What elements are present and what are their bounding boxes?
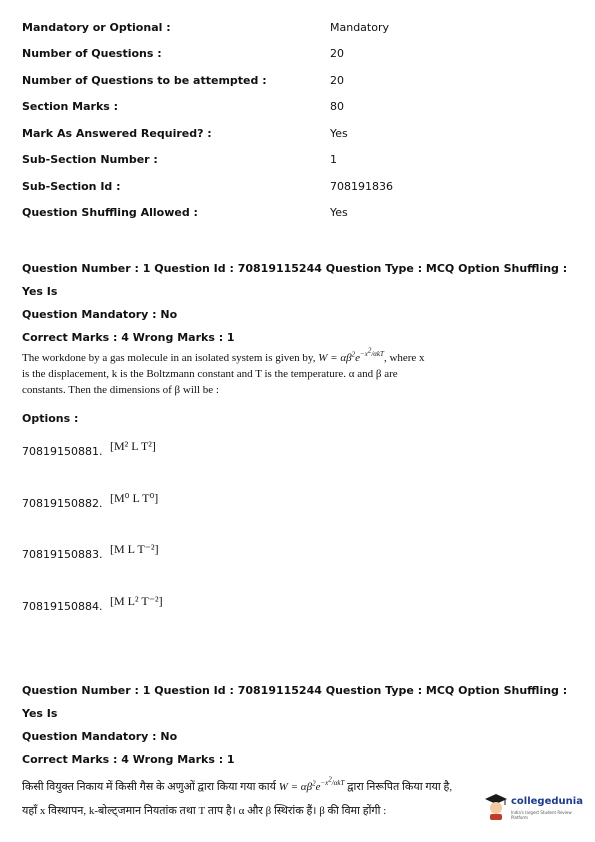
option-id: 70819150884. bbox=[22, 600, 103, 613]
meta-row bbox=[22, 47, 562, 63]
logo-name: collegedunia bbox=[511, 796, 583, 807]
option-value: [M L T⁻²] bbox=[109, 542, 159, 556]
question-text-segment: , where x bbox=[383, 351, 425, 364]
meta-row bbox=[22, 153, 562, 169]
question-header bbox=[22, 679, 582, 771]
option-id: 70819150882. bbox=[22, 497, 103, 510]
collegedunia-logo bbox=[484, 790, 584, 824]
option-row[interactable] bbox=[22, 542, 159, 562]
meta-row bbox=[22, 21, 562, 37]
option-row[interactable] bbox=[22, 439, 156, 459]
meta-label: Sub-Section Id : bbox=[22, 180, 121, 193]
question-text-line bbox=[22, 343, 462, 366]
meta-label: Mark As Answered Required? : bbox=[22, 127, 212, 140]
question-text-segment: किसी वियुक्त निकाय में किसी गैस के अणुओं द्वारा किया गया कार्य bbox=[22, 780, 276, 793]
question-marks: Correct Marks : 4 Wrong Marks : 1 bbox=[22, 753, 235, 766]
meta-value: Yes bbox=[330, 127, 348, 140]
option-id: 70819150881. bbox=[22, 445, 103, 458]
meta-value: 20 bbox=[330, 47, 344, 60]
question-text bbox=[22, 343, 462, 398]
option-value: [M⁰ L T⁰] bbox=[109, 491, 159, 505]
question-text-line: constants. Then the dimensions of β will be : bbox=[22, 383, 219, 396]
meta-value: Mandatory bbox=[330, 21, 390, 34]
question-marks: Correct Marks : 4 Wrong Marks : 1 bbox=[22, 331, 235, 344]
question-text-segment: The workdone by a gas molecule in an isolated system is given by, bbox=[22, 351, 316, 364]
option-value: [M² L T²] bbox=[109, 439, 156, 453]
question-header-line: Question Number : 1 Question Id : 70819115244 Question Type : MCQ Option Shuffling : Yes Is bbox=[22, 262, 568, 298]
meta-row bbox=[22, 127, 562, 143]
meta-value: 80 bbox=[330, 100, 344, 113]
graduate-mascot-icon bbox=[484, 792, 508, 820]
formula: $W = \alpha\beta^2e^{-x^2/\alpha kT}$ bbox=[278, 776, 345, 793]
formula: $W = \alpha\beta^2e^{-x^2/\alpha kT}$ bbox=[318, 347, 384, 364]
question-header-line: Question Mandatory : No bbox=[22, 308, 178, 321]
meta-value: 708191836 bbox=[330, 180, 393, 193]
question-text-line: यहाँ x विस्थापन, k-बोल्ट्जमान नियतांक तथा T ताप है। α और β स्थिरांक हैं। β की विमा होंगी : bbox=[22, 804, 387, 817]
meta-value: 20 bbox=[330, 74, 344, 87]
meta-row bbox=[22, 100, 562, 116]
meta-label: Number of Questions to be attempted : bbox=[22, 74, 267, 87]
option-id: 70819150883. bbox=[22, 548, 103, 561]
meta-label: Sub-Section Number : bbox=[22, 153, 158, 166]
meta-label: Number of Questions : bbox=[22, 47, 162, 60]
option-value: [M L² T⁻²] bbox=[109, 594, 163, 608]
question-text-hindi bbox=[22, 768, 472, 823]
option-row[interactable] bbox=[22, 594, 163, 614]
question-text-segment: द्वारा निरूपित किया गया है, bbox=[347, 780, 453, 793]
meta-label: Question Shuffling Allowed : bbox=[22, 206, 198, 219]
logo-tagline: India's largest Student Review Platform bbox=[511, 810, 572, 820]
question-header-line: Question Mandatory : No bbox=[22, 730, 178, 743]
question-header bbox=[22, 257, 582, 349]
meta-row bbox=[22, 206, 562, 222]
meta-row bbox=[22, 74, 562, 90]
meta-label: Mandatory or Optional : bbox=[22, 21, 171, 34]
meta-value: Yes bbox=[330, 206, 348, 219]
options-label: Options : bbox=[22, 412, 79, 425]
meta-label: Section Marks : bbox=[22, 100, 119, 113]
meta-value: 1 bbox=[330, 153, 337, 166]
question-text-line bbox=[22, 768, 472, 799]
meta-row bbox=[22, 180, 562, 196]
question-header-line: Question Number : 1 Question Id : 70819115244 Question Type : MCQ Option Shuffling : Yes Is bbox=[22, 684, 568, 720]
option-row[interactable] bbox=[22, 491, 159, 511]
question-text-line: is the displacement, k is the Boltzmann constant and T is the temperature. α and β are bbox=[22, 367, 398, 380]
